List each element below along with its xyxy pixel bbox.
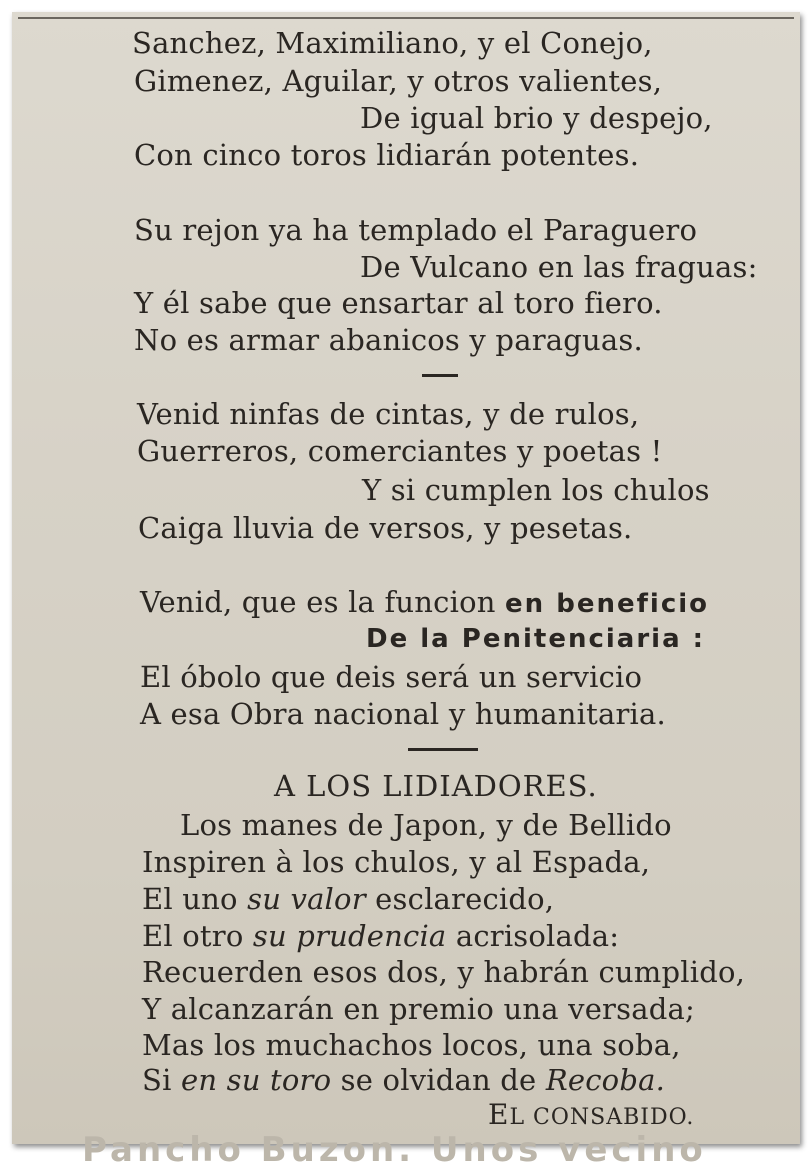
italic-text: su valor <box>247 882 366 916</box>
poem-line: Con cinco toros lidiarán potentes. <box>134 138 640 172</box>
poem-line: Caiga lluvia de versos, y pesetas. <box>138 511 633 545</box>
poem-line: Guerreros, comerciantes y poetas ! <box>137 434 663 468</box>
poem-line: Venid ninfas de cintas, y de rulos, <box>137 397 640 431</box>
poem-line: Recuerden esos dos, y habrán cumplido, <box>142 955 746 989</box>
next-column-bleed-text: Pancho Buzon. Unos vecino <box>82 1130 707 1170</box>
poem-text: Venid, que es la funcion <box>140 585 506 619</box>
poem-text: El uno <box>142 882 248 916</box>
poem-line: Mas los muchachos locos, una soba, <box>142 1028 681 1062</box>
signature <box>488 1098 694 1131</box>
poem-text: El otro <box>142 919 253 953</box>
poem-line: Inspiren à los chulos, y al Espada, <box>142 845 651 879</box>
poem-line: Y él sabe que ensartar al toro fiero. <box>134 286 663 320</box>
poem-line: No es armar abanicos y paraguas. <box>134 323 643 357</box>
section-divider <box>408 748 478 751</box>
poem-title: A LOS LIDIADORES. <box>274 769 598 803</box>
poem-line: Gimenez, Aguilar, y otros valientes, <box>134 64 663 98</box>
poem-text: acrisolada: <box>446 919 620 953</box>
emphasis-text: en beneficio <box>505 589 710 619</box>
italic-text: en su toro <box>180 1063 332 1097</box>
poem-text: Si <box>142 1063 181 1097</box>
poem-line: Su rejon ya ha templado el Paraguero <box>134 213 698 247</box>
emphasis-line: De la Penitenciaria : <box>366 624 706 654</box>
poem-line: De igual brio y despejo, <box>360 101 713 135</box>
signature-initial: E <box>488 1098 510 1131</box>
poem-line: Y si cumplen los chulos <box>362 473 710 507</box>
poem-line: Los manes de Japon, y de Bellido <box>180 808 672 842</box>
signature-rest: L CONSABIDO. <box>509 1105 695 1130</box>
poem-line: A esa Obra nacional y humanitaria. <box>140 697 666 731</box>
poem-line <box>140 585 709 619</box>
poem-line: El óbolo que deis será un servicio <box>140 660 643 694</box>
stanza-divider <box>422 374 458 377</box>
poem-line: Y alcanzarán en premio una versada; <box>142 992 695 1026</box>
poem-text: esclarecido, <box>365 882 555 916</box>
top-border-rule <box>18 17 794 19</box>
poem-line <box>142 1063 665 1097</box>
poem-line: Sanchez, Maximiliano, y el Conejo, <box>132 26 653 60</box>
newspaper-page <box>12 12 800 1170</box>
italic-text: Recoba. <box>545 1063 665 1097</box>
poem-line <box>142 919 619 953</box>
italic-text: su prudencia <box>252 919 447 953</box>
poem-line <box>142 882 554 916</box>
poem-line: De Vulcano en las fraguas: <box>360 250 758 284</box>
poem-text: se olvidan de <box>331 1063 546 1097</box>
